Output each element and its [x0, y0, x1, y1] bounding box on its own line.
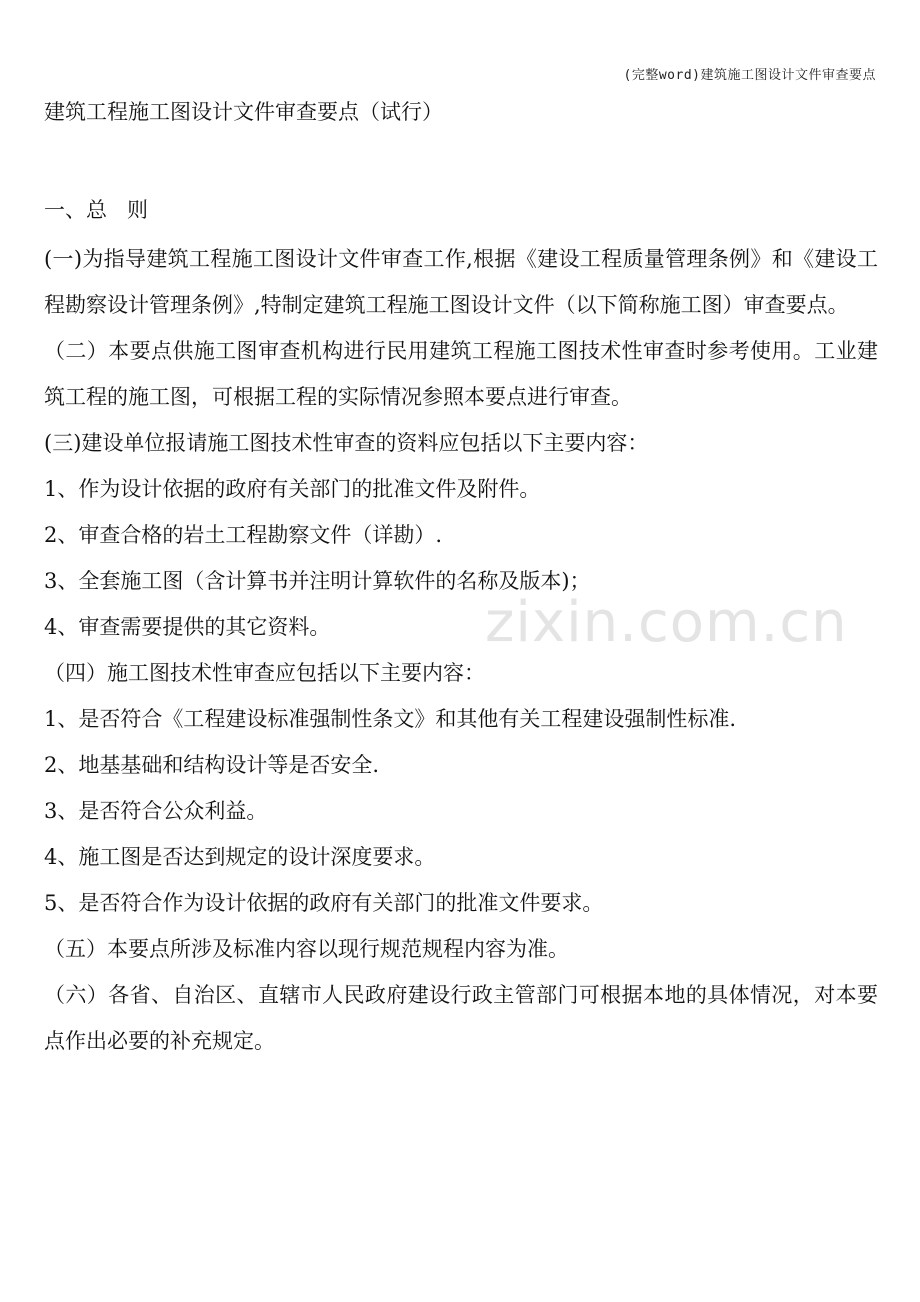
watermark: zixin.com.cn — [485, 590, 848, 655]
list-item: 4、审查需要提供的其它资料。 — [44, 615, 331, 639]
document-body — [44, 92, 878, 1064]
list-item: 5、是否符合作为设计依据的政府有关部门的批准文件要求。 — [44, 891, 604, 915]
list-item: 3、是否符合公众利益。 — [44, 799, 268, 823]
page-header: (完整word)建筑施工图设计文件审查要点 — [623, 68, 876, 83]
paragraph-2: （二）本要点供施工图审查机构进行民用建筑工程施工图技术性审查时参考使用。工业建筑工程的施工图，可根据工程的实际情况参照本要点进行审查。 — [44, 339, 878, 409]
section-heading: 一、总 则 — [44, 198, 149, 222]
paragraph-6: （六）各省、自治区、直辖市人民政府建设行政主管部门可根据本地的具体情况，对本要点作出必要的补充规定。 — [44, 983, 878, 1053]
paragraph-1: (一)为指导建筑工程施工图设计文件审查工作,根据《建设工程质量管理条例》和《建设工程勘察设计管理条例》,特制定建筑工程施工图设计文件（以下简称施工图）审查要点。 — [44, 247, 878, 317]
paragraph-5: （五）本要点所涉及标准内容以现行规范规程内容为准。 — [44, 937, 569, 961]
list-item: 1、作为设计依据的政府有关部门的批准文件及附件。 — [44, 477, 541, 501]
paragraph-3: (三)建设单位报请施工图技术性审查的资料应包括以下主要内容： — [44, 431, 649, 455]
list-item: 3、全套施工图（含计算书并注明计算软件的名称及版本)； — [44, 569, 591, 593]
paragraph-4: （四）施工图技术性审查应包括以下主要内容： — [44, 661, 485, 685]
list-item: 2、审查合格的岩土工程勘察文件（详勘）. — [44, 523, 443, 547]
list-item: 4、施工图是否达到规定的设计深度要求。 — [44, 845, 436, 869]
list-item: 2、地基基础和结构设计等是否安全. — [44, 753, 380, 777]
list-item: 1、是否符合《工程建设标准强制性条文》和其他有关工程建设强制性标准. — [44, 707, 737, 731]
document-title: 建筑工程施工图设计文件审查要点（试行） — [44, 100, 443, 124]
